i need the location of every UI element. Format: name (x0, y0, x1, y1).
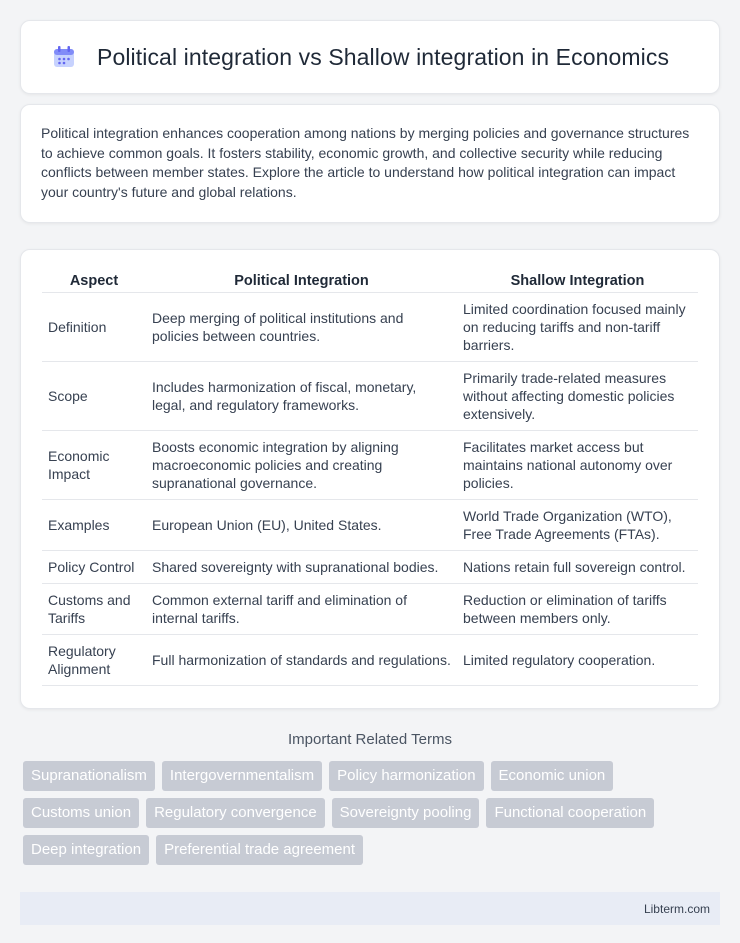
table-row (42, 500, 698, 551)
header-card (20, 20, 720, 94)
comparison-table-card (20, 249, 720, 709)
related-term-tag[interactable]: Economic union (491, 761, 614, 791)
intro-text: Political integration enhances cooperation among nations by merging policies and governance structures to achieve common goals. It fosters stability, economic growth, and collective security while reducing conflicts between member states. Explore the article to understand how political integration can impact your country's future and global relations. (41, 125, 690, 200)
table-row (42, 293, 698, 362)
table-row (42, 635, 698, 686)
table-cell-aspect: Examples (42, 500, 146, 551)
table-cell-aspect: Customs and Tariffs (42, 584, 146, 635)
related-term-tag[interactable]: Customs union (23, 798, 139, 828)
related-term-tag[interactable]: Intergovernmentalism (162, 761, 322, 791)
table-cell-aspect: Policy Control (42, 551, 146, 584)
table-cell-shallow: Primarily trade-related measures without affecting domestic policies extensively. (457, 362, 698, 431)
table-row (42, 362, 698, 431)
related-term-tag[interactable]: Regulatory convergence (146, 798, 325, 828)
comparison-table (42, 268, 698, 686)
column-header-aspect: Aspect (42, 268, 146, 293)
footer (20, 892, 720, 925)
related-term-tag[interactable]: Preferential trade agreement (156, 835, 363, 865)
table-cell-political: European Union (EU), United States. (146, 500, 457, 551)
table-cell-aspect: Definition (42, 293, 146, 362)
table-cell-shallow: Nations retain full sovereign control. (457, 551, 698, 584)
table-cell-shallow: World Trade Organization (WTO), Free Trade Agreements (FTAs). (457, 500, 698, 551)
calendar-icon (51, 44, 77, 70)
table-cell-shallow: Limited coordination focused mainly on reducing tariffs and non-tariff barriers. (457, 293, 698, 362)
table-cell-shallow: Reduction or elimination of tariffs between members only. (457, 584, 698, 635)
table-cell-shallow: Facilitates market access but maintains national autonomy over policies. (457, 431, 698, 500)
table-header-row (42, 268, 698, 293)
related-term-tag[interactable]: Policy harmonization (329, 761, 483, 791)
column-header-shallow: Shallow Integration (457, 268, 698, 293)
related-term-tag[interactable]: Supranationalism (23, 761, 155, 791)
table-cell-political: Full harmonization of standards and regulations. (146, 635, 457, 686)
table-row (42, 584, 698, 635)
table-cell-shallow: Limited regulatory cooperation. (457, 635, 698, 686)
related-term-tag[interactable]: Functional cooperation (486, 798, 654, 828)
table-cell-political: Boosts economic integration by aligning macroeconomic policies and creating supranational governance. (146, 431, 457, 500)
table-row (42, 431, 698, 500)
footer-site-link[interactable]: Libterm.com (643, 901, 710, 916)
table-cell-political: Common external tariff and elimination of internal tariffs. (146, 584, 457, 635)
related-terms-title: Important Related Terms (288, 731, 452, 748)
column-header-political: Political Integration (146, 268, 457, 293)
related-term-tag[interactable]: Deep integration (23, 835, 149, 865)
related-term-tag[interactable]: Sovereignty pooling (332, 798, 480, 828)
table-row (42, 551, 698, 584)
table-cell-aspect: Economic Impact (42, 431, 146, 500)
table-cell-political: Includes harmonization of fiscal, monetary, legal, and regulatory frameworks. (146, 362, 457, 431)
related-terms-list (20, 761, 720, 872)
page-title: Political integration vs Shallow integration in Economics (97, 43, 670, 70)
table-cell-aspect: Regulatory Alignment (42, 635, 146, 686)
intro-card (20, 104, 720, 223)
table-cell-political: Shared sovereignty with supranational bodies. (146, 551, 457, 584)
table-cell-aspect: Scope (42, 362, 146, 431)
table-cell-political: Deep merging of political institutions and policies between countries. (146, 293, 457, 362)
